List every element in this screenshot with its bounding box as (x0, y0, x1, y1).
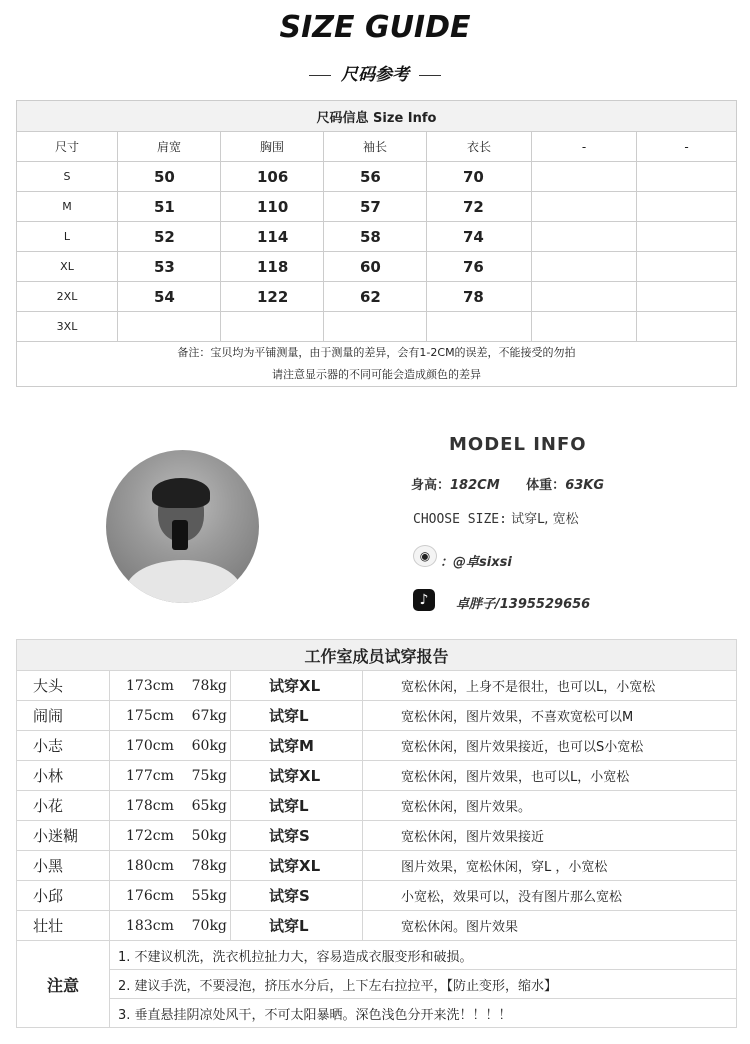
size-note-line: 备注：宝贝均为平铺测量，由于测量的差异，会有1-2CM的误差，不能接受的勿拍 (177, 346, 576, 359)
subtitle-text: 尺码参考 (341, 65, 409, 85)
member-trial-size: 试穿S (231, 881, 363, 911)
size-label: 2XL (17, 282, 118, 312)
page-subtitle (0, 60, 750, 85)
divider-right (419, 75, 441, 76)
member-trial-size: 试穿M (231, 731, 363, 761)
shoulder-cell: 50 (118, 162, 221, 192)
member-height-weight: 177cm 75kg (110, 761, 231, 791)
member-name: 小林 (17, 761, 110, 791)
table-row (17, 282, 737, 312)
table-row (17, 881, 737, 911)
length-cell: 74 (427, 222, 532, 252)
member-name: 闹闹 (17, 701, 110, 731)
sleeve-cell: 57 (324, 192, 427, 222)
member-trial-size: 试穿XL (231, 851, 363, 881)
member-name: 小花 (17, 791, 110, 821)
empty-cell (532, 222, 637, 252)
table-row (17, 312, 737, 342)
height-value: 182CM (450, 478, 500, 493)
weight-label: 体重： (526, 478, 566, 493)
column-header: - (637, 132, 737, 162)
length-cell (427, 312, 532, 342)
sleeve-cell: 60 (324, 252, 427, 282)
table-row (17, 791, 737, 821)
member-comment: 宽松休闲，图片效果，也可以L，小宽松 (363, 761, 737, 791)
member-height-weight: 183cm 70kg (110, 911, 231, 941)
model-height (411, 474, 604, 493)
empty-cell (532, 282, 637, 312)
care-note-row (17, 970, 737, 999)
size-label: M (17, 192, 118, 222)
member-name: 大头 (17, 671, 110, 701)
member-trial-size: 试穿L (231, 791, 363, 821)
model-avatar (106, 450, 259, 603)
member-height-weight: 176cm 55kg (110, 881, 231, 911)
column-header: 衣长 (427, 132, 532, 162)
length-cell: 70 (427, 162, 532, 192)
member-trial-size: 试穿XL (231, 761, 363, 791)
size-label: S (17, 162, 118, 192)
table-row (17, 701, 737, 731)
member-comment: 图片效果，宽松休闲，穿L ，小宽松 (363, 851, 737, 881)
member-name: 小邱 (17, 881, 110, 911)
member-height-weight: 180cm 78kg (110, 851, 231, 881)
empty-cell (637, 192, 737, 222)
care-note-row (17, 941, 737, 970)
avatar-hair (152, 478, 210, 508)
empty-cell (532, 252, 637, 282)
table-row (17, 222, 737, 252)
chest-cell: 122 (221, 282, 324, 312)
model-choose-size (413, 508, 579, 527)
member-trial-size: 试穿L (231, 911, 363, 941)
member-name: 小志 (17, 731, 110, 761)
length-cell: 78 (427, 282, 532, 312)
chest-cell: 118 (221, 252, 324, 282)
column-header: 尺寸 (17, 132, 118, 162)
member-comment: 小宽松，效果可以，没有图片那么宽松 (363, 881, 737, 911)
table-row (17, 821, 737, 851)
care-note: 2. 建议手洗，不要浸泡，挤压水分后，上下左右拉拉平，【防止变形，缩水】 (110, 970, 737, 999)
empty-cell (637, 312, 737, 342)
table-row (17, 731, 737, 761)
douyin-handle[interactable]: 卓胖子/1395529656 (456, 597, 591, 612)
shoulder-cell: 51 (118, 192, 221, 222)
empty-cell (532, 162, 637, 192)
member-height-weight: 173cm 78kg (110, 671, 231, 701)
care-note-label: 注意 (17, 941, 110, 1028)
avatar-shirt (126, 560, 241, 603)
care-note-row (17, 999, 737, 1028)
table-row (17, 192, 737, 222)
sleeve-cell: 62 (324, 282, 427, 312)
member-comment: 宽松休闲。图片效果 (363, 911, 737, 941)
sleeve-cell: 58 (324, 222, 427, 252)
empty-cell (637, 252, 737, 282)
member-height-weight: 170cm 60kg (110, 731, 231, 761)
table-row (17, 671, 737, 701)
table-row (17, 911, 737, 941)
table-row (17, 162, 737, 192)
table-row (17, 851, 737, 881)
trial-report-table (16, 639, 737, 1028)
chest-cell: 106 (221, 162, 324, 192)
member-name: 小黑 (17, 851, 110, 881)
care-note: 1. 不建议机洗，洗衣机拉扯力大，容易造成衣服变形和破损。 (110, 941, 737, 970)
choose-label: CHOOSE SIZE: (413, 512, 507, 527)
height-label: 身高： (411, 478, 451, 493)
member-comment: 宽松休闲，图片效果。 (363, 791, 737, 821)
avatar-phone (172, 520, 188, 550)
member-height-weight: 178cm 65kg (110, 791, 231, 821)
member-height-weight: 172cm 50kg (110, 821, 231, 851)
column-header: 肩宽 (118, 132, 221, 162)
member-comment: 宽松休闲，图片效果接近 (363, 821, 737, 851)
shoulder-cell: 54 (118, 282, 221, 312)
chest-cell: 114 (221, 222, 324, 252)
member-trial-size: 试穿S (231, 821, 363, 851)
column-header: 胸围 (221, 132, 324, 162)
member-comment: 宽松休闲，上身不是很壮，也可以L，小宽松 (363, 671, 737, 701)
member-height-weight: 175cm 67kg (110, 701, 231, 731)
member-name: 壮壮 (17, 911, 110, 941)
size-label: XL (17, 252, 118, 282)
size-label: 3XL (17, 312, 118, 342)
member-trial-size: 试穿XL (231, 671, 363, 701)
weight-value: 63KG (565, 478, 605, 493)
sleeve-cell (324, 312, 427, 342)
empty-cell (637, 282, 737, 312)
empty-cell (532, 312, 637, 342)
chest-cell (221, 312, 324, 342)
chest-cell: 110 (221, 192, 324, 222)
column-header: - (532, 132, 637, 162)
divider-left (309, 75, 331, 76)
shoulder-cell: 52 (118, 222, 221, 252)
empty-cell (532, 192, 637, 222)
tiktok-icon[interactable]: ♪ (413, 589, 435, 611)
length-cell: 72 (427, 192, 532, 222)
member-trial-size: 试穿L (231, 701, 363, 731)
member-name: 小迷糊 (17, 821, 110, 851)
size-note (17, 342, 737, 387)
empty-cell (637, 222, 737, 252)
length-cell: 76 (427, 252, 532, 282)
weibo-handle[interactable]: ：@卓sixsi (440, 555, 512, 570)
size-table-caption: 尺码信息 Size Info (17, 101, 737, 132)
table-row (17, 252, 737, 282)
shoulder-cell: 53 (118, 252, 221, 282)
page-title: SIZE GUIDE (279, 10, 471, 45)
care-note: 3. 垂直悬挂阴凉处风干，不可太阳暴晒。深色浅色分开来洗！！！！ (110, 999, 737, 1028)
size-table (16, 100, 737, 387)
shoulder-cell (118, 312, 221, 342)
weibo-icon[interactable]: ◉ (413, 545, 437, 567)
table-row (17, 761, 737, 791)
model-info-title: MODEL INFO (449, 434, 587, 455)
choose-value: 试穿L, 宽松 (511, 512, 579, 527)
sleeve-cell: 56 (324, 162, 427, 192)
size-note-line: 请注意显示器的不同可能会造成颜色的差异 (272, 368, 481, 381)
empty-cell (637, 162, 737, 192)
member-comment: 宽松休闲，图片效果接近，也可以S小宽松 (363, 731, 737, 761)
trial-report-title: 工作室成员试穿报告 (17, 640, 737, 671)
column-header: 袖长 (324, 132, 427, 162)
size-label: L (17, 222, 118, 252)
member-comment: 宽松休闲，图片效果，不喜欢宽松可以M (363, 701, 737, 731)
